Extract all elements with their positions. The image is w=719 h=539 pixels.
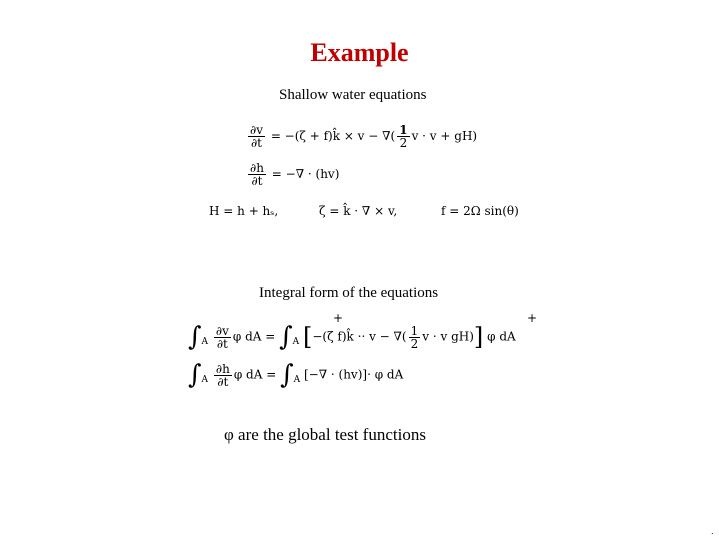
continuity-equation (246, 162, 339, 187)
integral-sign: ∫ (279, 322, 293, 352)
int-momentum-rhs-a: −(ζ f)k̂ ·· v − ∇( (312, 329, 407, 344)
definition-f: f = 2Ω sin(θ) (441, 204, 519, 218)
momentum-rhs-b: v · v + gH) (411, 129, 478, 143)
corner-mark: . (711, 527, 714, 536)
integral-continuity-equation: $\int_A$ $\frac{\partial h}{\partial t}$ φ dA = $\int_A$ [−∇ · (hv)]· φ dA (188, 360, 404, 390)
integral-sign: ∫ (280, 360, 294, 390)
shallow-water-heading: Shallow water equations (279, 87, 427, 103)
plus-mark-1: + (333, 311, 344, 325)
momentum-rhs-a: = −(ζ + f)k̂ × v − ∇( (270, 129, 396, 143)
test-functions-note: φ are the global test functions (224, 425, 426, 444)
int-dv-dt-fraction: $\frac{\partial v}{\partial t}$ (215, 323, 229, 351)
momentum-equation (246, 124, 477, 149)
integral-form-heading: Integral form of the equations (259, 285, 439, 301)
dv-dt-fraction: $\frac{\partial v}{\partial t}$ (250, 123, 263, 150)
definition-H: H = h + hₛ, (209, 204, 279, 218)
definition-zeta: ζ = k̂ · ∇ × v, (319, 204, 398, 218)
integral-sign: ∫ (188, 360, 202, 390)
integral-sign: ∫ (188, 322, 202, 352)
slide-title: Example (310, 38, 409, 67)
plus-mark-2: + (527, 311, 538, 325)
int-dh-dt-fraction: $\frac{\partial h}{\partial t}$ (215, 361, 230, 389)
half-fraction: $\frac{1}{2}$ (399, 123, 408, 150)
dh-dt-fraction: $\frac{\partial h}{\partial t}$ (250, 161, 264, 188)
continuity-rhs: = −∇ · (hv) (271, 167, 340, 181)
int-half-fraction: $\frac{1}{2}$ (410, 323, 419, 351)
int-continuity-rhs: [−∇ · (hv)]· φ dA (303, 367, 404, 382)
integral-momentum-equation: $\int_A$ $\frac{\partial v}{\partial t}$ φ dA = $\int_A$ [−(ζ f)k̂ ·· v − ∇( $\frac{1}{2}$ v · v gH)] φ dA (188, 322, 516, 352)
int-momentum-rhs-b: v · v gH) (422, 329, 474, 344)
